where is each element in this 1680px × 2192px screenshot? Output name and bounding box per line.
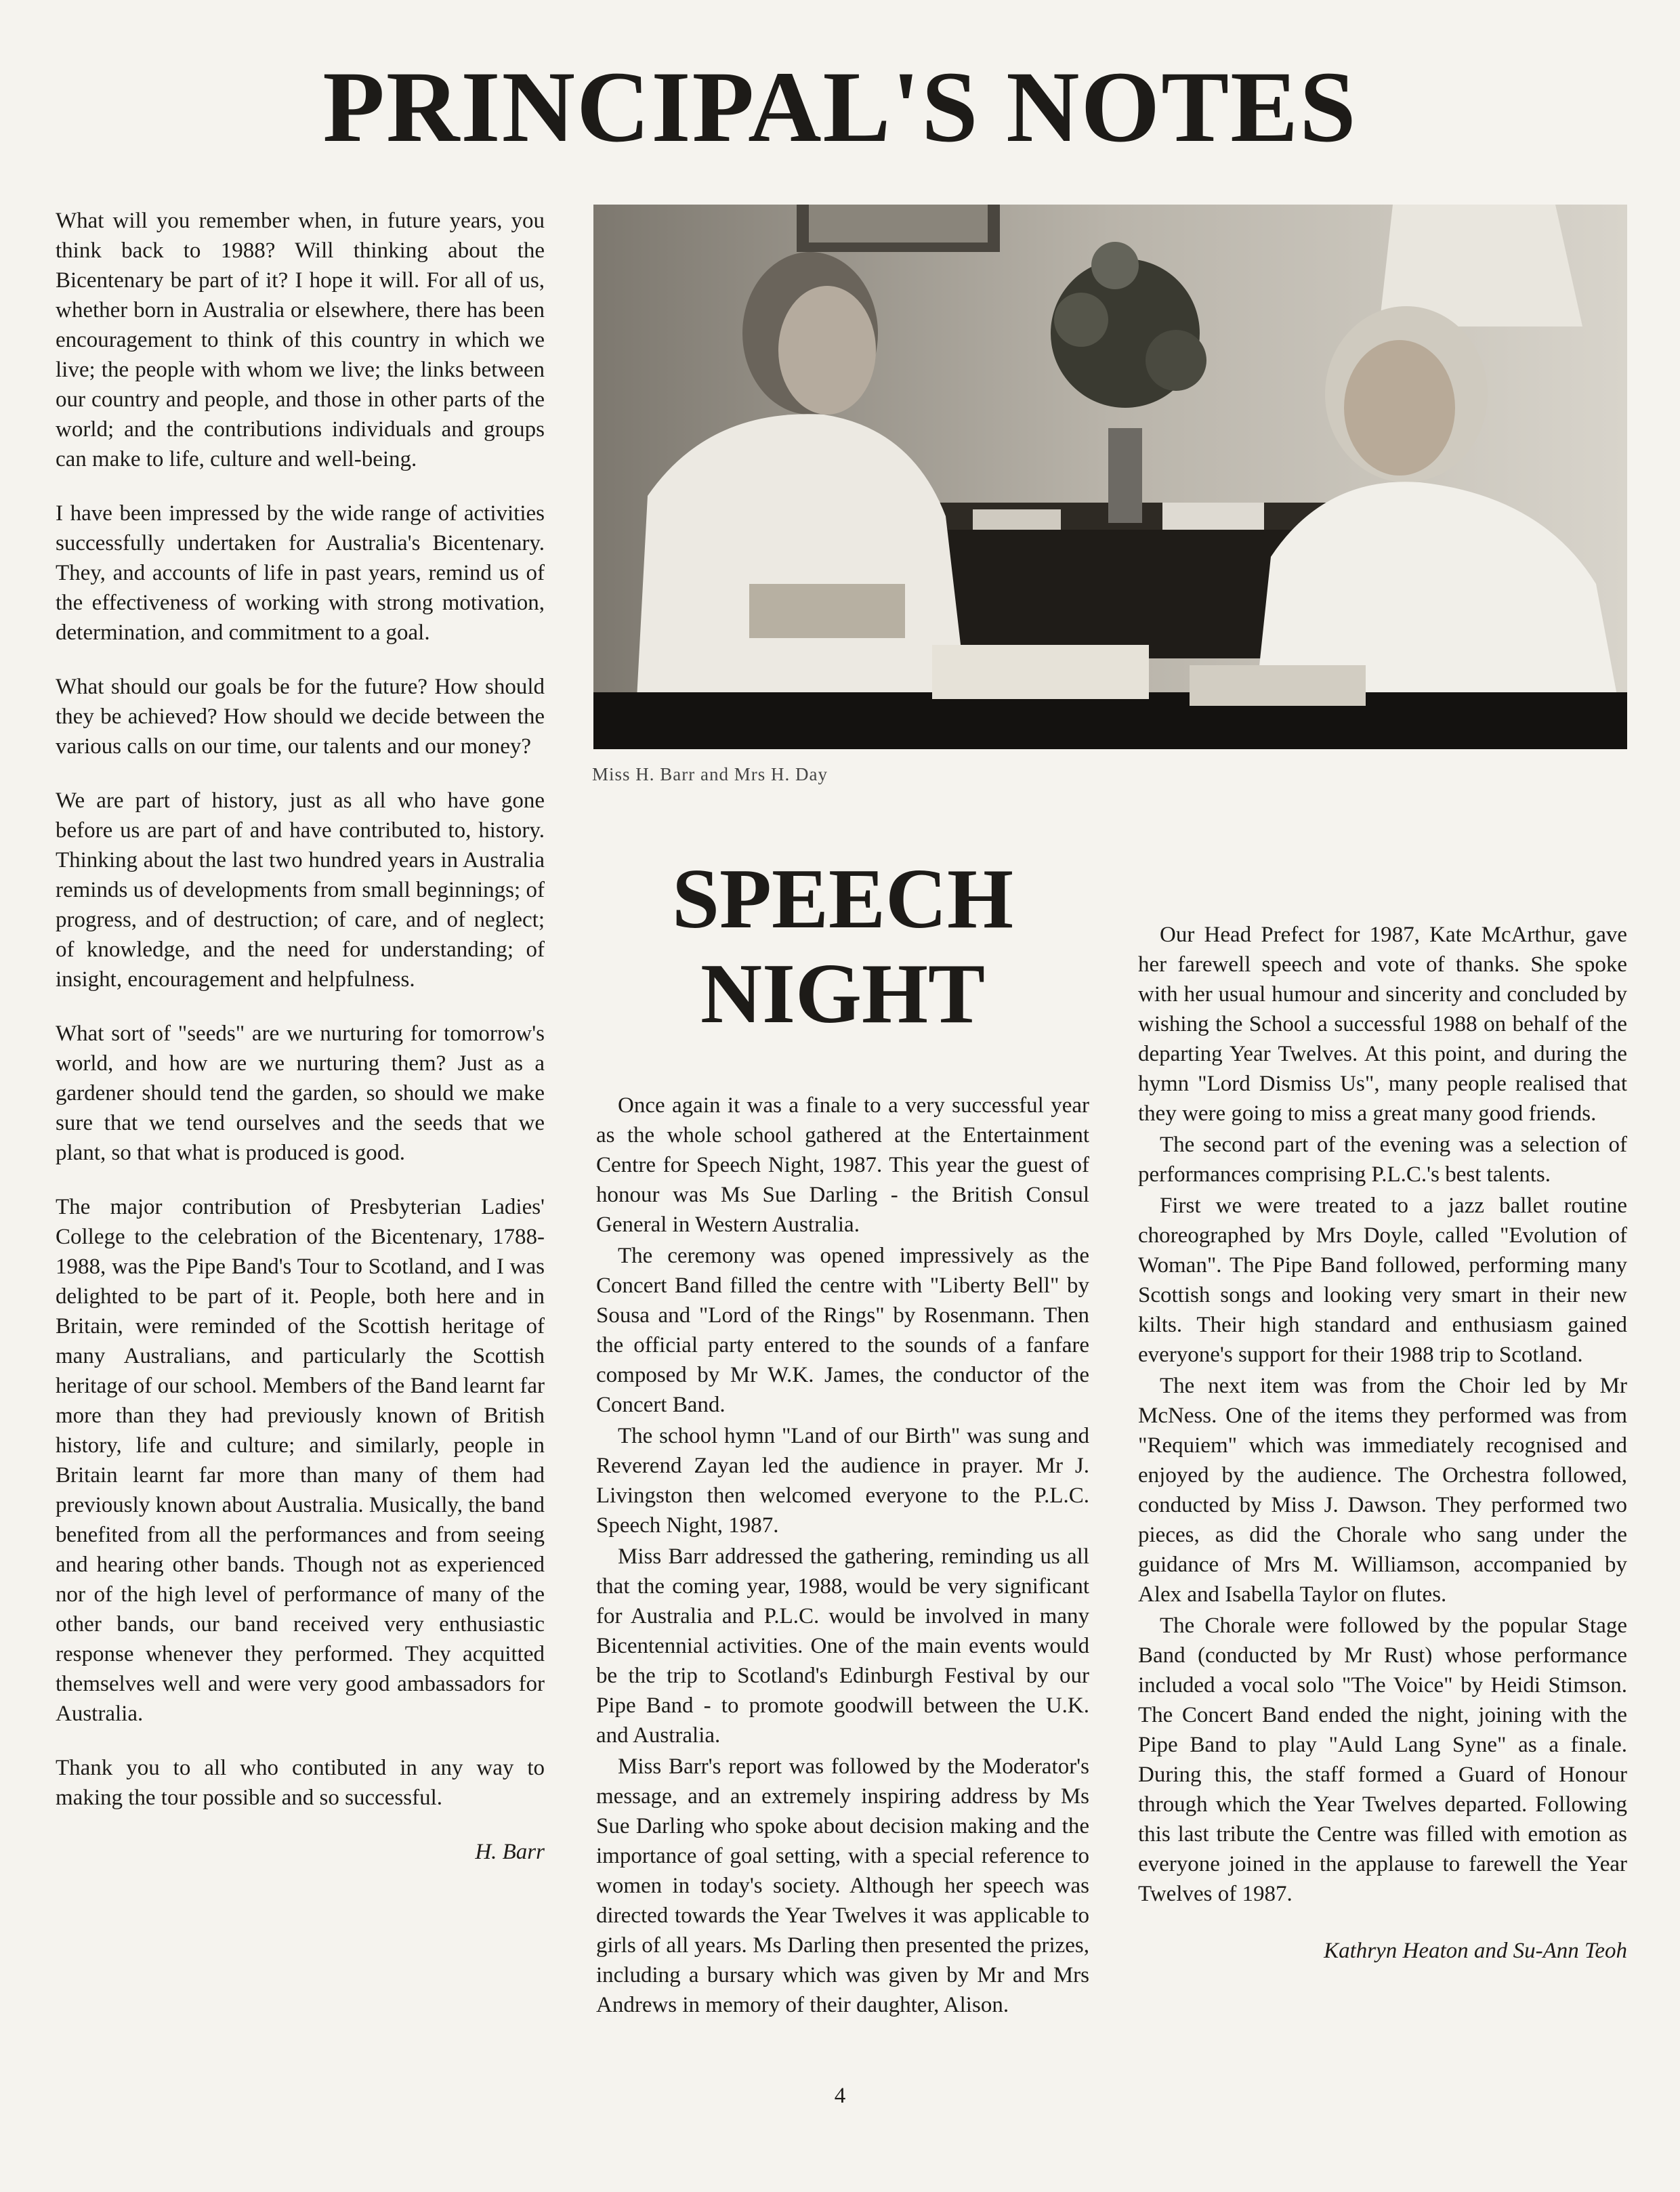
speech-night-column-1 [596, 1091, 1089, 2021]
paragraph: What sort of "seeds" are we nurturing for tomorrow's world, and how are we nurturing them? Just as a gardener should tend the garden, so should we make sure that we tend ourselves and the seeds that we plant, so that what is produced is good. [56, 1021, 545, 1165]
paragraph: The ceremony was opened impressively as the Concert Band filled the centre with "Liberty Bell" by Sousa and "Lord of the Rings" by Rosenmann. Then the official party entered to the sounds of a fanfare composed by Mr W.K. James, the conductor of the Concert Band. [596, 1244, 1089, 1417]
speech-night-title-line2: NIGHT [700, 947, 986, 1041]
photo-image [593, 205, 1627, 749]
paragraph: We are part of history, just as all who have gone before us are part of and have contributed to, history. Thinking about the last two hundred years in Australia reminds us of developments from small beginnings; of progress, and of destruction; of care, and of neglect; of knowledge, and the need for understanding; of insight, encouragement and helpfulness. [56, 788, 545, 992]
speech-night-title-line1: SPEECH [671, 852, 1014, 946]
page-title: PRINCIPAL'S NOTES [322, 51, 1358, 163]
paragraph: Once again it was a finale to a very successful year as the whole school gathered at the Entertainment Centre for Speech Night, 1987. This year the guest of honour was Ms Sue Darling - the British Consul General in Western Australia. [596, 1093, 1089, 1237]
speech-night-title [596, 852, 1089, 1042]
paragraph: The next item was from the Choir led by Mr McNess. One of the items they performed was from "Requiem" which was immediately recognised and enjoyed by the audience. The Orchestra followed, conducted by Miss J. Dawson. They performed two pieces, as did the Chorale who sang under the guidance of Mrs M. Williamson, accompanied by Alex and Isabella Taylor on flutes. [1138, 1374, 1627, 1607]
paragraph: The major contribution of Presbyterian Ladies' College to the celebration of the Bicentenary, 1788-1988, was the Pipe Band's Tour to Scotland, and I was delighted to be part of it. People, both here and in Britain, were reminded of the Scottish heritage of many Australians, and particularly the Scottish heritage of our school. Members of the Band learnt far more than they had previously known of British history, life and culture; and similarly, people in Britain learnt far more than many of them had previously known about Australia. Musically, the band benefited from all the performances and from seeing and hearing other bands. Though not as experienced nor of the high level of performance of many of the other bands, our band received very enthusiastic response whenever they performed. They acquitted themselves well and were very good ambassadors for Australia. [56, 1195, 545, 1726]
paragraph: First we were treated to a jazz ballet routine choreographed by Mrs Doyle, called "Evolution of Woman". The Pipe Band followed, performing many Scottish songs and looking very smart in their new kilts. Their high standard and enthusiasm gained everyone's support for their 1988 trip to Scotland. [1138, 1194, 1627, 1367]
paragraph: The school hymn "Land of our Birth" was sung and Reverend Zayan led the audience in prayer. Mr J. Livingston then welcomed everyone to the P.L.C. Speech Night, 1987. [596, 1424, 1089, 1538]
photo-caption: Miss H. Barr and Mrs H. Day [592, 764, 828, 784]
photo-miss-barr-and-mrs-day [593, 205, 1627, 749]
paragraph: Miss Barr's report was followed by the Moderator's message, and an extremely inspiring address by Ms Sue Darling who spoke about decision making and the importance of goal setting, with a special reference to women in today's society. Although her speech was directed towards the Year Twelves it was applicable to girls of all years. Ms Darling then presented the prizes, including a bursary which was given by Mr and Mrs Andrews in memory of their daughter, Alison. [596, 1754, 1089, 2017]
paragraph: Thank you to all who contibuted in any way to making the tour possible and so successful. [56, 1756, 545, 1810]
paragraph: The Chorale were followed by the popular Stage Band (conducted by Mr Rust) whose performance included a vocal solo "The Voice" by Heidi Stimson. The Concert Band ended the night, joining with the Pipe Band to play "Auld Lang Syne" as a finale. During this, the staff formed a Guard of Honour through which the Year Twelves departed. Following this last tribute the Centre was filled with emotion as everyone joined in the applause to farewell the Year Twelves of 1987. [1138, 1614, 1627, 1906]
principal-signature: H. Barr [475, 1840, 545, 1864]
paragraph: What should our goals be for the future? How should they be achieved? How should we decide between the various calls on our time, our talents and our money? [56, 675, 545, 759]
article-authors: Kathryn Heaton and Su-Ann Teoh [1324, 1939, 1627, 1963]
speech-night-column-2 [1138, 920, 1627, 1967]
principal-notes-column [56, 206, 545, 1891]
paragraph: I have been impressed by the wide range of activities successfully undertaken for Australia's Bicentenary. They, and accounts of life in past years, remind us of the effectiveness of working with strong motivation, determination, and commitment to a goal. [56, 501, 545, 645]
paragraph: Miss Barr addressed the gathering, reminding us all that the coming year, 1988, would be very significant for Australia and P.L.C. would be involved in many Bicentennial activities. One of the main events would be the trip to Scotland's Edinburgh Festival by our Pipe Band - to promote goodwill between the U.K. and Australia. [596, 1544, 1089, 1748]
paragraph: What will you remember when, in future years, you think back to 1988? Will thinking about the Bicentenary be part of it? I hope it will. For all of us, whether born in Australia or elsewhere, there has been encouragement to think of this country in which we live; the people with whom we live; the links between our country and people, and those in other parts of the world; and the contributions individuals and groups can make to life, culture and well-being. [56, 209, 545, 471]
page-number: 4 [834, 2084, 846, 2108]
paragraph: The second part of the evening was a selection of performances comprising P.L.C.'s best talents. [1138, 1133, 1627, 1187]
paragraph: Our Head Prefect for 1987, Kate McArthur, gave her farewell speech and vote of thanks. She spoke with her usual humour and sincerity and concluded by wishing the School a successful 1988 on behalf of the departing Year Twelves. At this point, and during the hymn "Lord Dismiss Us", many people realised that they were going to miss a great many good friends. [1138, 923, 1627, 1126]
